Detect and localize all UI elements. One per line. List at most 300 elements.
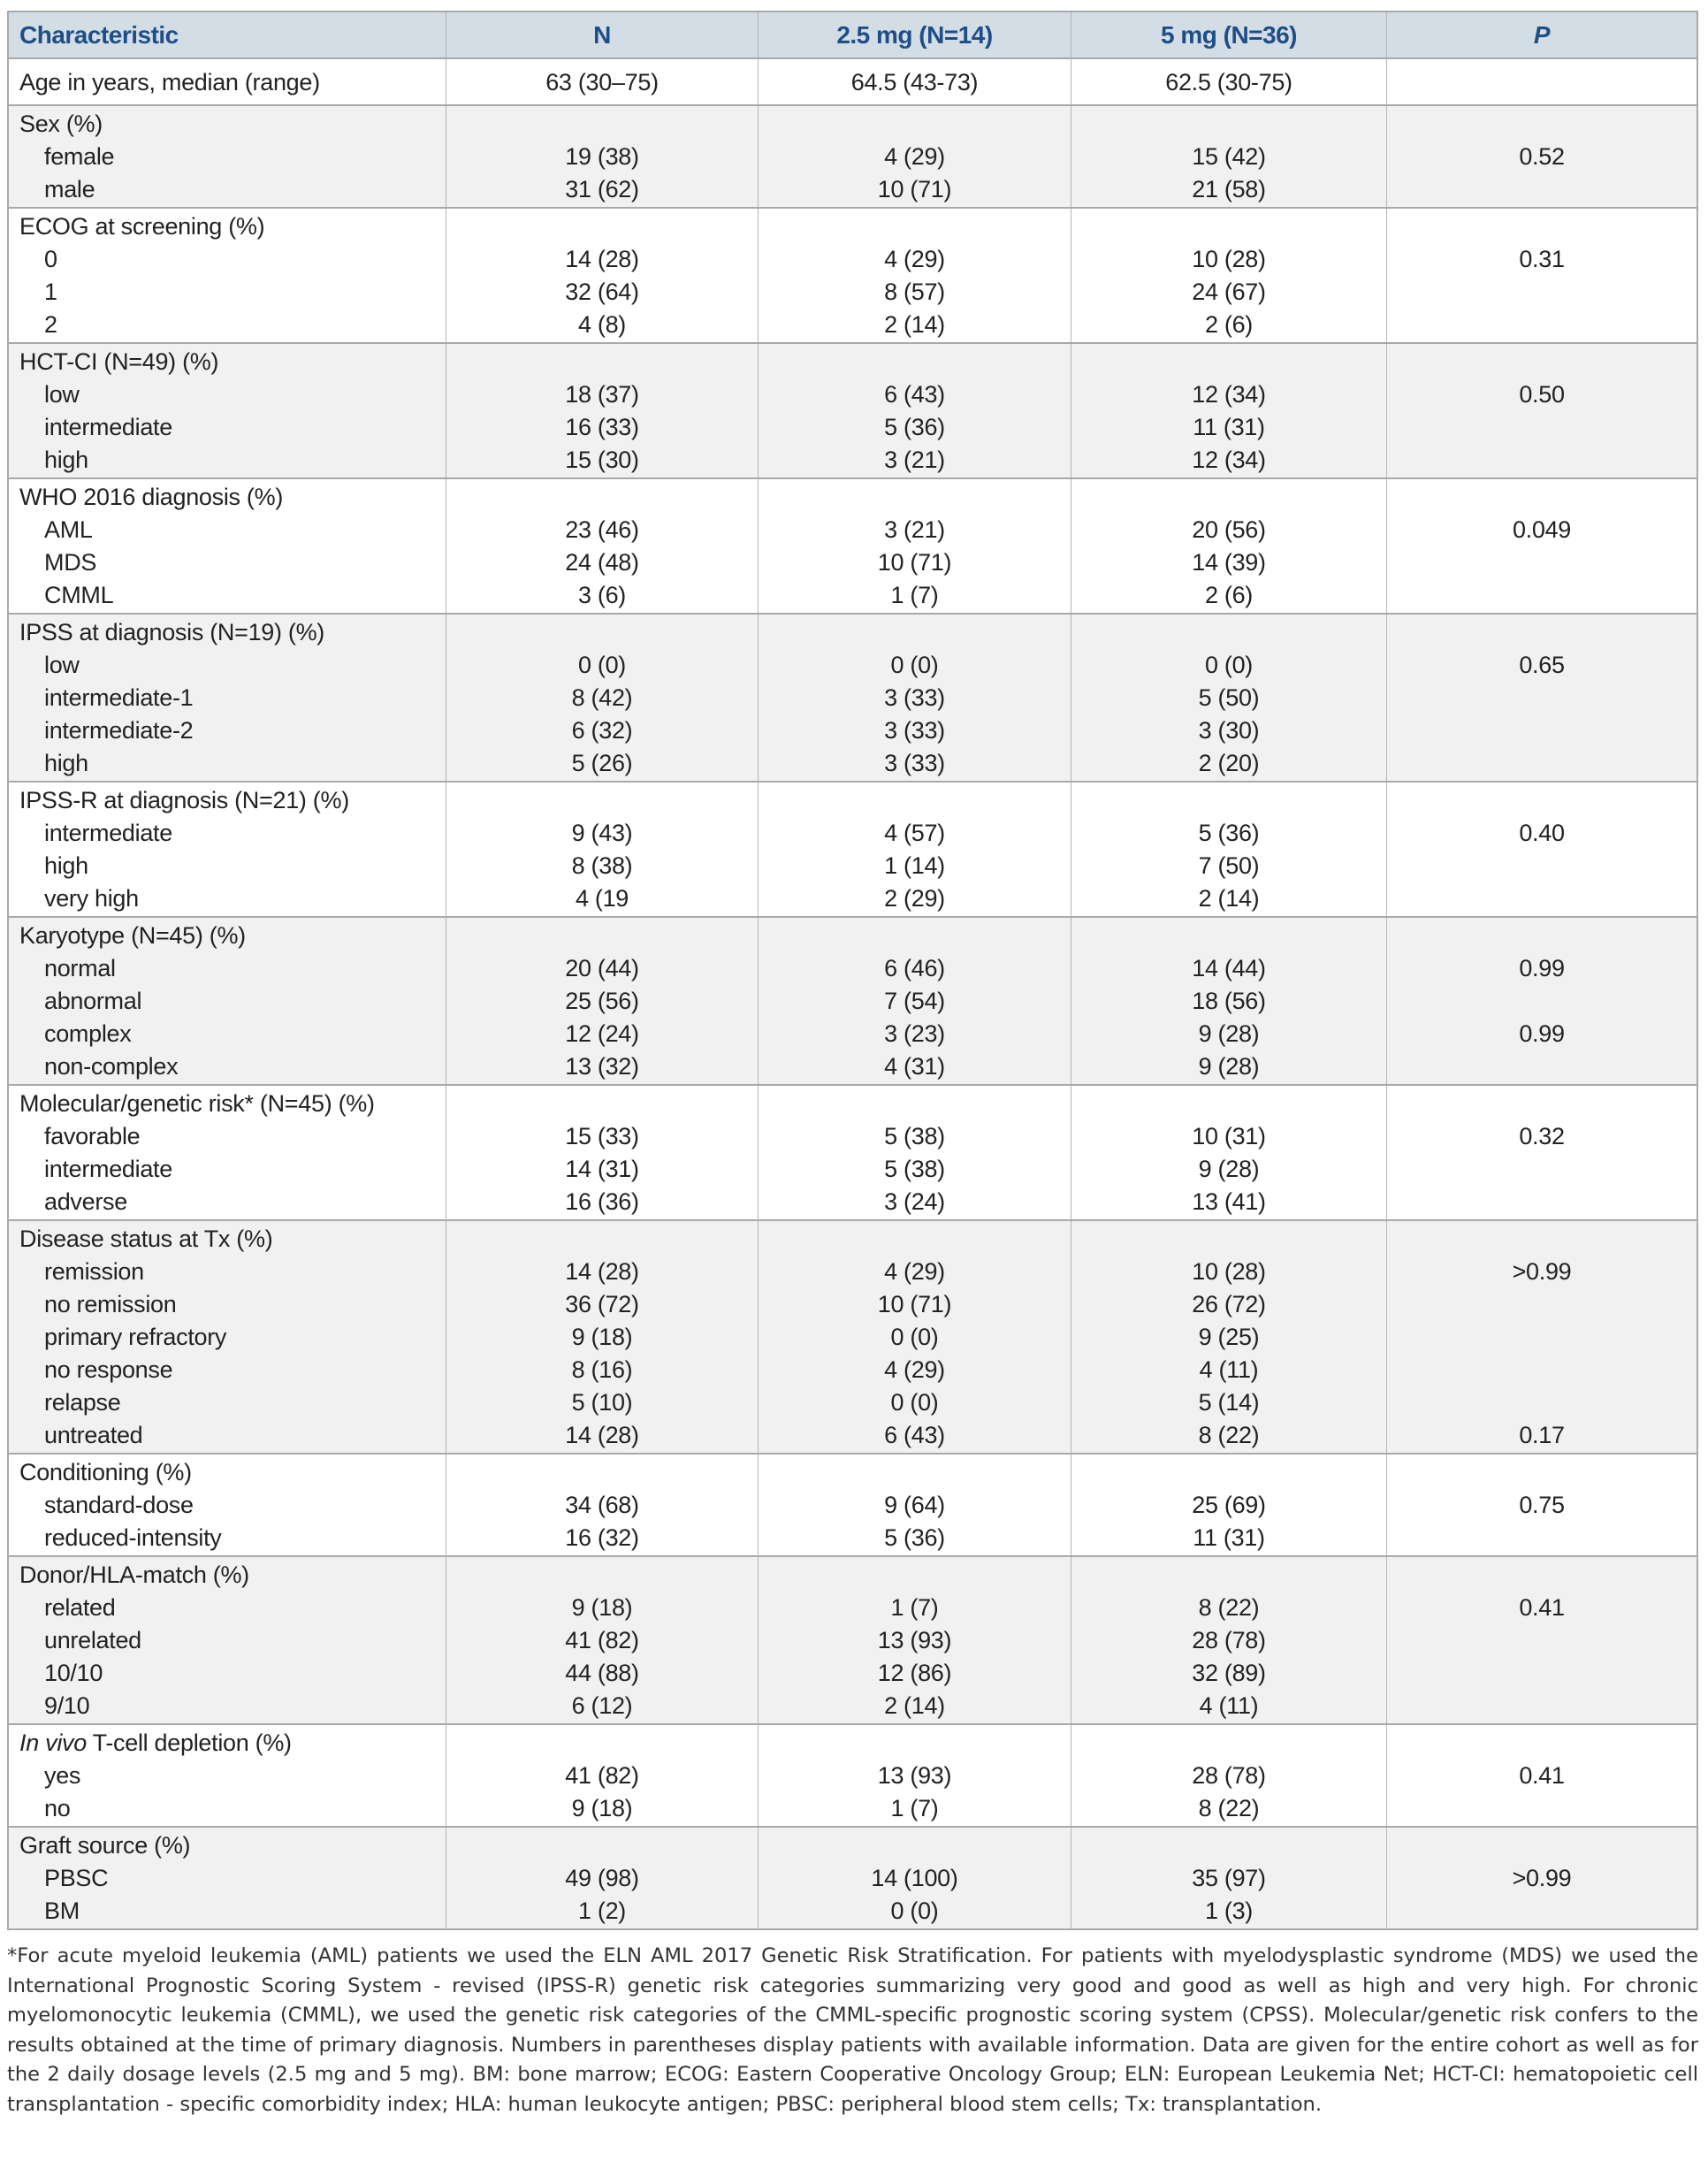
p-value-value <box>1387 882 1697 915</box>
cell-dose-5mg <box>1071 1828 1386 1928</box>
p-value-value: 0.99 <box>1519 955 1565 981</box>
dose-5mg-value: 10 (28) <box>1192 246 1266 272</box>
dose-5mg-value: 9 (28) <box>1198 1053 1260 1080</box>
cell-p-value <box>1386 479 1697 613</box>
n-value: 0 (0) <box>577 652 627 678</box>
p-value-value <box>1387 1792 1697 1825</box>
group-label: IPSS at diagnosis (N=19) (%) <box>19 619 324 645</box>
table-row-group <box>9 477 1697 613</box>
dose-5mg-value: 62.5 (30-75) <box>1165 69 1292 95</box>
p-value-value <box>1387 1050 1697 1083</box>
table-row-group <box>9 1453 1697 1555</box>
p-value-value <box>1387 1288 1697 1321</box>
n-value: 34 (68) <box>565 1492 639 1518</box>
n-value: 3 (6) <box>577 582 627 608</box>
dose-5mg-value: 7 (50) <box>1198 852 1260 879</box>
dose-2-5mg-value: 12 (86) <box>877 1660 952 1686</box>
n-value: 44 (88) <box>565 1660 639 1686</box>
dose-5mg-value: 9 (28) <box>1198 1020 1260 1047</box>
n-value <box>446 616 758 649</box>
label-rest: T-cell depletion (%) <box>86 1730 292 1756</box>
sub-label: high <box>44 447 88 473</box>
cell-dose-2-5mg <box>758 1557 1071 1723</box>
dose-2-5mg-value: 5 (38) <box>884 1123 945 1149</box>
p-value-value <box>1387 1186 1697 1218</box>
table-row-group <box>9 1555 1697 1723</box>
dose-5mg-value <box>1071 1088 1386 1120</box>
dose-5mg-value: 21 (58) <box>1192 176 1266 202</box>
sub-label: complex <box>44 1020 132 1047</box>
p-value-value <box>1387 66 1697 99</box>
p-value-value <box>1387 1657 1697 1690</box>
dose-2-5mg-value: 1 (7) <box>890 1795 939 1821</box>
p-value-value: >0.99 <box>1512 1258 1572 1285</box>
cell-dose-2-5mg <box>758 209 1071 342</box>
table-header-row <box>9 12 1697 57</box>
sub-label: 1 <box>44 279 57 305</box>
cell-p-value <box>1386 1557 1697 1723</box>
n-value <box>446 784 758 817</box>
n-value: 16 (32) <box>565 1524 639 1551</box>
sub-label: intermediate-2 <box>44 717 194 744</box>
dose-5mg-value: 2 (6) <box>1204 311 1254 338</box>
dose-5mg-value: 28 (78) <box>1192 1627 1266 1653</box>
cell-p-value <box>1386 615 1697 781</box>
n-value: 8 (38) <box>571 852 633 879</box>
dose-5mg-value <box>1071 346 1386 378</box>
dose-2-5mg-value: 9 (64) <box>884 1492 945 1518</box>
n-value <box>446 481 758 514</box>
table-footnote: *For acute myeloid leukemia (AML) patients we used the ELN AML 2017 Genetic Risk Stratification. For patients with myelodysplastic syndrome (MDS) we used the International Prognostic Scoring System - revised (IPSS-R) genetic risk categories summarizing very good and good as well as high and very high. For chronic myelomonocytic leukemia (CMML), we used the genetic risk categories of the CMML-specific prognostic scoring system (CPSS). Molecular/genetic risk confers to the results obtained at the time of primary diagnosis. Numbers in parentheses display patients with available information. Data are given for the entire cohort as well as for the 2 daily dosage levels (2.5 mg and 5 mg). BM: bone marrow; ECOG: Eastern Cooperative Oncology Group; ELN: European Leukemia Net; HCT-CI: hematopoietic cell transplantation - specific comorbidity index; HLA: human leukocyte antigen; PBSC: peripheral blood stem cells; Tx: transplantation. <box>7 1944 1698 2116</box>
dose-5mg-value: 9 (25) <box>1198 1324 1260 1350</box>
dose-5mg-value: 1 (3) <box>1204 1898 1254 1924</box>
n-value: 49 (98) <box>565 1865 639 1891</box>
sub-label: low <box>44 652 80 678</box>
n-value: 1 (2) <box>577 1898 627 1924</box>
dose-5mg-value <box>1071 481 1386 514</box>
cell-dose-2-5mg <box>758 615 1071 781</box>
dose-5mg-value: 5 (14) <box>1198 1389 1260 1416</box>
dose-5mg-value: 8 (22) <box>1198 1795 1260 1821</box>
dose-2-5mg-value <box>759 1559 1071 1592</box>
cell-n <box>446 615 758 781</box>
p-value-value: 0.31 <box>1519 246 1565 272</box>
p-value-value <box>1387 985 1697 1018</box>
dose-2-5mg-value: 1 (7) <box>890 1594 939 1621</box>
cell-p-value <box>1386 106 1697 207</box>
dose-2-5mg-value: 1 (14) <box>884 852 945 879</box>
n-value: 8 (16) <box>571 1356 633 1383</box>
cell-p-value <box>1386 1828 1697 1928</box>
p-value-value <box>1387 1456 1697 1489</box>
dose-2-5mg-value <box>759 1088 1071 1120</box>
sub-label: 9/10 <box>44 1692 90 1719</box>
cell-dose-5mg <box>1071 1557 1386 1723</box>
dose-5mg-value <box>1071 616 1386 649</box>
cell-characteristic <box>9 1725 446 1826</box>
dose-5mg-value <box>1071 1559 1386 1592</box>
dose-2-5mg-value: 4 (29) <box>884 246 945 272</box>
dose-5mg-value: 25 (69) <box>1192 1492 1266 1518</box>
p-value-value: 0.41 <box>1519 1762 1565 1789</box>
sub-label: no remission <box>44 1291 177 1317</box>
dose-5mg-value: 2 (14) <box>1198 885 1260 912</box>
cell-n <box>446 59 758 104</box>
dose-2-5mg-value: 6 (46) <box>884 955 945 981</box>
group-label: Molecular/genetic risk* (N=45) (%) <box>19 1090 375 1117</box>
dose-5mg-value: 5 (50) <box>1198 684 1260 711</box>
n-value: 13 (32) <box>565 1053 639 1080</box>
cell-characteristic <box>9 1086 446 1219</box>
n-value: 15 (30) <box>565 447 639 473</box>
n-value <box>446 108 758 141</box>
n-value: 14 (28) <box>565 246 639 272</box>
cell-characteristic <box>9 918 446 1084</box>
dose-2-5mg-value: 2 (29) <box>884 885 945 912</box>
group-label: HCT-CI (N=49) (%) <box>19 348 219 375</box>
n-value: 63 (30–75) <box>545 69 659 95</box>
cell-p-value <box>1386 1455 1697 1555</box>
p-value-value <box>1387 850 1697 882</box>
sub-label: normal <box>44 955 116 981</box>
dose-2-5mg-value: 2 (14) <box>884 1692 945 1719</box>
sub-label: MDS <box>44 549 97 576</box>
cell-characteristic <box>9 783 446 916</box>
dose-2-5mg-value: 8 (57) <box>884 279 945 305</box>
cell-n <box>446 918 758 1084</box>
cell-dose-2-5mg <box>758 479 1071 613</box>
n-value: 16 (33) <box>565 414 639 440</box>
dose-2-5mg-value <box>759 210 1071 243</box>
cell-dose-2-5mg <box>758 1725 1071 1826</box>
dose-2-5mg-value <box>759 1456 1071 1489</box>
sub-label: primary refractory <box>44 1324 227 1350</box>
cell-n <box>446 344 758 477</box>
table-row-group <box>9 1826 1697 1928</box>
group-label: Age in years, median (range) <box>19 69 320 95</box>
cell-p-value <box>1386 1221 1697 1453</box>
sub-label: yes <box>44 1762 81 1789</box>
dose-2-5mg-value: 13 (93) <box>877 1762 952 1789</box>
cell-n <box>446 1828 758 1928</box>
sub-label: high <box>44 852 88 879</box>
cell-p-value <box>1386 344 1697 477</box>
dose-2-5mg-value: 3 (24) <box>884 1188 945 1215</box>
cell-n <box>446 1086 758 1219</box>
p-value-value <box>1387 920 1697 952</box>
cell-p-value <box>1386 783 1697 916</box>
n-value <box>446 1559 758 1592</box>
dose-5mg-value: 9 (28) <box>1198 1156 1260 1182</box>
dose-5mg-value: 11 (31) <box>1193 414 1265 440</box>
cell-n <box>446 1557 758 1723</box>
p-value-value: 0.65 <box>1519 652 1565 678</box>
dose-5mg-value: 2 (20) <box>1198 750 1260 776</box>
n-value: 4 (19 <box>575 885 629 912</box>
dose-5mg-value <box>1071 784 1386 817</box>
p-value-value: >0.99 <box>1512 1865 1572 1891</box>
n-value: 18 (37) <box>565 381 639 408</box>
dose-2-5mg-value: 10 (71) <box>877 549 952 576</box>
p-value-value <box>1387 747 1697 780</box>
n-value: 32 (64) <box>565 279 639 305</box>
sub-label: related <box>44 1594 116 1621</box>
p-value-value <box>1387 1624 1697 1657</box>
p-value-value: 0.40 <box>1519 820 1565 846</box>
sub-label: standard-dose <box>44 1492 194 1518</box>
dose-2-5mg-value: 0 (0) <box>890 1389 939 1416</box>
n-value: 16 (36) <box>565 1188 639 1215</box>
p-value-value: 0.41 <box>1519 1594 1565 1621</box>
cell-p-value <box>1386 1086 1697 1219</box>
cell-p-value <box>1386 209 1697 342</box>
p-value-value <box>1387 309 1697 341</box>
p-value-value <box>1387 1690 1697 1722</box>
dose-2-5mg-value: 4 (29) <box>884 1356 945 1383</box>
table-row-group <box>9 342 1697 477</box>
p-value-value <box>1387 1727 1697 1760</box>
n-value: 8 (42) <box>571 684 633 711</box>
cell-characteristic <box>9 615 446 781</box>
p-value-value: 0.049 <box>1512 516 1572 543</box>
dose-5mg-value: 5 (36) <box>1198 820 1260 846</box>
p-value-value <box>1387 1895 1697 1928</box>
group-label: Disease status at Tx (%) <box>19 1226 273 1252</box>
cell-n <box>446 479 758 613</box>
p-value-value <box>1387 411 1697 444</box>
cell-n <box>446 106 758 207</box>
sub-label: favorable <box>44 1123 141 1149</box>
dose-5mg-value: 14 (44) <box>1192 955 1266 981</box>
dose-2-5mg-value: 14 (100) <box>871 1865 958 1891</box>
p-value-value <box>1387 210 1697 243</box>
dose-2-5mg-value <box>759 920 1071 952</box>
p-value-value <box>1387 1522 1697 1554</box>
n-value <box>446 1727 758 1760</box>
dose-5mg-value <box>1071 920 1386 952</box>
group-label: IPSS-R at diagnosis (N=21) (%) <box>19 787 349 813</box>
sub-label: CMML <box>44 582 114 608</box>
cell-dose-2-5mg <box>758 106 1071 207</box>
dose-2-5mg-value: 5 (36) <box>884 414 945 440</box>
cell-n <box>446 1725 758 1826</box>
dose-5mg-value: 11 (31) <box>1193 1524 1265 1551</box>
group-label: Conditioning (%) <box>19 1459 192 1485</box>
p-value-value: 0.17 <box>1519 1422 1565 1448</box>
cell-dose-5mg <box>1071 1221 1386 1453</box>
n-value: 12 (24) <box>565 1020 639 1047</box>
dose-5mg-value: 35 (97) <box>1192 1865 1266 1891</box>
n-value: 31 (62) <box>565 176 639 202</box>
group-label: Sex (%) <box>19 111 103 137</box>
table-row-group <box>9 1219 1697 1453</box>
dose-2-5mg-value: 0 (0) <box>890 1324 939 1350</box>
p-value-value: 0.75 <box>1519 1492 1565 1518</box>
sub-label: PBSC <box>44 1865 109 1891</box>
cell-dose-5mg <box>1071 918 1386 1084</box>
sub-label: very high <box>44 885 139 912</box>
n-value: 19 (38) <box>565 143 639 170</box>
p-value-value <box>1387 1354 1697 1386</box>
table-row-group <box>9 1723 1697 1826</box>
p-value-value <box>1387 1153 1697 1186</box>
dose-5mg-value: 4 (11) <box>1199 1356 1259 1383</box>
cell-dose-5mg <box>1071 1455 1386 1555</box>
dose-2-5mg-value: 3 (33) <box>884 750 945 776</box>
dose-5mg-value: 28 (78) <box>1192 1762 1266 1789</box>
n-value: 9 (18) <box>571 1594 633 1621</box>
p-value-value <box>1387 1321 1697 1354</box>
sub-label: no <box>44 1795 71 1821</box>
sub-label: reduced-intensity <box>44 1524 222 1551</box>
dose-2-5mg-value: 7 (54) <box>884 988 945 1014</box>
dose-2-5mg-value: 5 (36) <box>884 1524 945 1551</box>
p-value-value <box>1387 444 1697 477</box>
p-value-value <box>1387 546 1697 579</box>
dose-5mg-value: 10 (31) <box>1192 1123 1266 1149</box>
n-value <box>446 920 758 952</box>
dose-2-5mg-value: 3 (33) <box>884 717 945 744</box>
dose-2-5mg-value <box>759 1727 1071 1760</box>
sub-label: AML <box>44 516 93 543</box>
dose-2-5mg-value: 64.5 (43-73) <box>850 69 979 95</box>
dose-5mg-value: 26 (72) <box>1192 1291 1266 1317</box>
n-value: 14 (28) <box>565 1258 639 1285</box>
n-value <box>446 1088 758 1120</box>
cell-characteristic <box>9 209 446 342</box>
p-value-value <box>1387 276 1697 309</box>
cell-dose-2-5mg <box>758 918 1071 1084</box>
dose-5mg-value: 24 (67) <box>1192 279 1266 305</box>
dose-5mg-value: 3 (30) <box>1198 717 1260 744</box>
cell-dose-2-5mg <box>758 344 1071 477</box>
cell-dose-2-5mg <box>758 1455 1071 1555</box>
dose-5mg-value <box>1071 1456 1386 1489</box>
p-value-value: 0.52 <box>1519 143 1565 170</box>
n-value: 15 (33) <box>565 1123 639 1149</box>
n-value <box>446 1223 758 1256</box>
group-label: Donor/HLA-match (%) <box>19 1562 249 1588</box>
dose-2-5mg-value: 4 (57) <box>884 820 945 846</box>
cell-characteristic <box>9 344 446 477</box>
table-row-group <box>9 916 1697 1084</box>
cell-characteristic <box>9 106 446 207</box>
group-label: ECOG at screening (%) <box>19 213 265 240</box>
p-value-value <box>1387 1386 1697 1419</box>
p-value-value <box>1387 682 1697 714</box>
sub-label: adverse <box>44 1188 127 1215</box>
sub-label: intermediate <box>44 820 172 846</box>
column-header-characteristic: Characteristic <box>19 21 179 49</box>
dose-2-5mg-value <box>759 784 1071 817</box>
cell-characteristic <box>9 1557 446 1723</box>
dose-2-5mg-value: 4 (29) <box>884 143 945 170</box>
group-label: WHO 2016 diagnosis (%) <box>19 484 284 510</box>
column-header-2-5mg: 2.5 mg (N=14) <box>758 12 1071 57</box>
sub-label: intermediate <box>44 414 172 440</box>
n-value <box>446 210 758 243</box>
cell-n <box>446 1221 758 1453</box>
sub-label: intermediate-1 <box>44 684 194 711</box>
dose-2-5mg-value <box>759 1829 1071 1862</box>
cell-p-value <box>1386 59 1697 104</box>
patient-characteristics-table <box>7 11 1698 1930</box>
dose-2-5mg-value: 2 (14) <box>884 311 945 338</box>
column-header-n: N <box>446 12 758 57</box>
p-value-value <box>1387 346 1697 378</box>
dose-2-5mg-value <box>759 1223 1071 1256</box>
column-header-5mg: 5 mg (N=36) <box>1071 12 1386 57</box>
cell-dose-2-5mg <box>758 1221 1071 1453</box>
dose-2-5mg-value <box>759 346 1071 378</box>
sub-label: untreated <box>44 1422 143 1448</box>
n-value: 25 (56) <box>565 988 639 1014</box>
cell-p-value <box>1386 1725 1697 1826</box>
dose-2-5mg-value: 3 (23) <box>884 1020 945 1047</box>
p-value-value <box>1387 1559 1697 1592</box>
cell-n <box>446 209 758 342</box>
cell-dose-5mg <box>1071 615 1386 781</box>
sub-label: relapse <box>44 1389 121 1416</box>
group-label: Graft source (%) <box>19 1832 191 1859</box>
n-value: 4 (8) <box>577 311 627 338</box>
n-value: 6 (12) <box>571 1692 633 1719</box>
cell-dose-5mg <box>1071 479 1386 613</box>
sub-label: 10/10 <box>44 1660 103 1686</box>
cell-dose-5mg <box>1071 783 1386 916</box>
cell-p-value <box>1386 918 1697 1084</box>
dose-5mg-value <box>1071 1223 1386 1256</box>
dose-5mg-value <box>1071 1829 1386 1862</box>
dose-2-5mg-value: 0 (0) <box>890 652 939 678</box>
cell-dose-5mg <box>1071 1725 1386 1826</box>
dose-5mg-value: 15 (42) <box>1192 143 1266 170</box>
sub-label: 0 <box>44 246 57 272</box>
n-value: 41 (82) <box>565 1762 639 1789</box>
sub-label: remission <box>44 1258 144 1285</box>
column-header-p: P <box>1386 12 1697 57</box>
table-row-group <box>9 781 1697 916</box>
group-label <box>9 1727 446 1760</box>
dose-5mg-value: 2 (6) <box>1204 582 1254 608</box>
dose-2-5mg-value: 4 (31) <box>884 1053 945 1080</box>
p-value-value: 0.50 <box>1519 381 1565 408</box>
cell-n <box>446 783 758 916</box>
dose-5mg-value <box>1071 1727 1386 1760</box>
cell-dose-2-5mg <box>758 1828 1071 1928</box>
dose-2-5mg-value <box>759 108 1071 141</box>
cell-dose-5mg <box>1071 59 1386 104</box>
dose-2-5mg-value: 3 (33) <box>884 684 945 711</box>
p-value-value: 0.99 <box>1519 1020 1565 1047</box>
p-value-value <box>1387 1223 1697 1256</box>
dose-5mg-value: 13 (41) <box>1192 1188 1266 1215</box>
n-value: 14 (28) <box>565 1422 639 1448</box>
sub-label: female <box>44 143 115 170</box>
sub-label: abnormal <box>44 988 142 1014</box>
cell-dose-5mg <box>1071 344 1386 477</box>
dose-2-5mg-value: 3 (21) <box>884 447 945 473</box>
dose-2-5mg-value: 0 (0) <box>890 1898 939 1924</box>
n-value: 9 (18) <box>571 1795 633 1821</box>
dose-5mg-value: 4 (11) <box>1199 1692 1259 1719</box>
dose-5mg-value: 8 (22) <box>1198 1594 1260 1621</box>
p-value-value <box>1387 481 1697 514</box>
cell-dose-5mg <box>1071 209 1386 342</box>
dose-2-5mg-value: 3 (21) <box>884 516 945 543</box>
dose-2-5mg-value: 10 (71) <box>877 176 952 202</box>
sub-label: male <box>44 176 95 202</box>
